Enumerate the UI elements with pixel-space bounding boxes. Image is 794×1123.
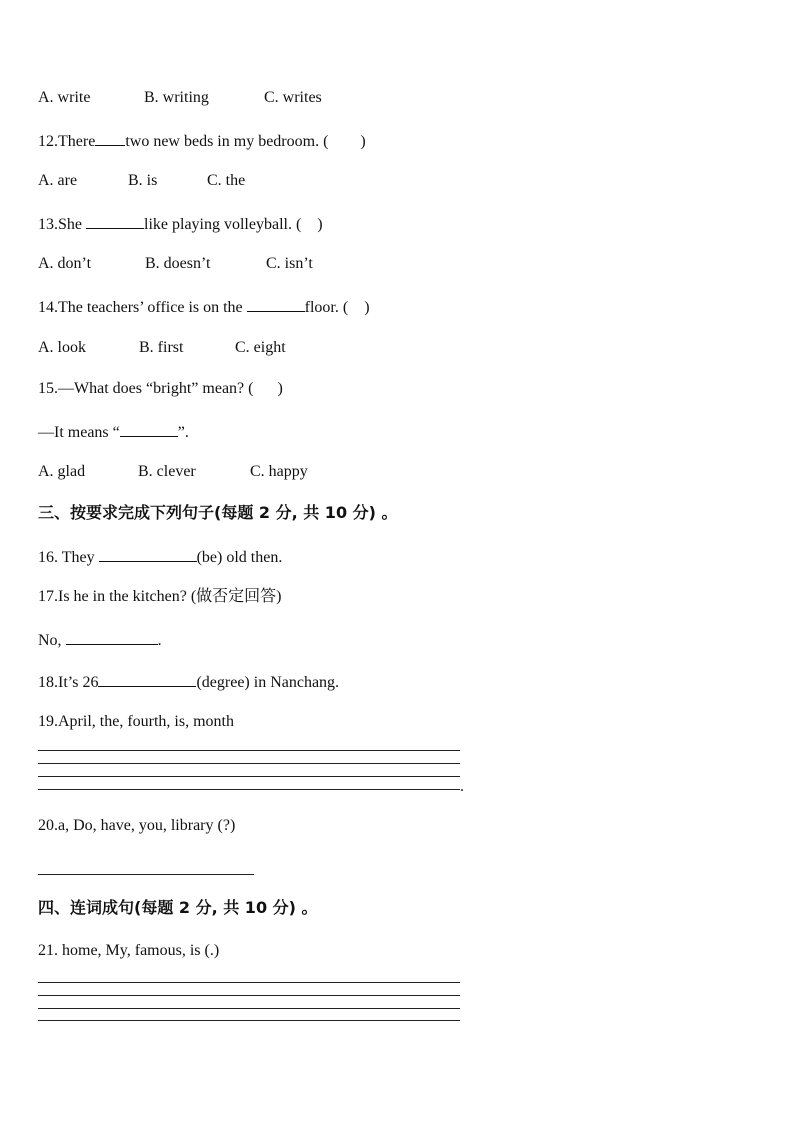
- q18-blank[interactable]: [98, 671, 196, 687]
- q15-question: 15.—What does “bright” mean? ( ): [38, 380, 283, 397]
- q13-option-b: B. doesn’t: [145, 255, 211, 272]
- q14-blank[interactable]: [247, 296, 305, 312]
- q16-text-pre: 16. They: [38, 549, 99, 566]
- q14-text-post: floor. ( ): [304, 299, 370, 316]
- q15-option-b: B. clever: [138, 463, 196, 480]
- q12-text-pre: 12.There: [38, 133, 96, 150]
- q17-question: 17.Is he in the kitchen? (做否定回答): [38, 588, 282, 605]
- q14-option-c: C. eight: [235, 339, 286, 356]
- q19-period: .: [460, 778, 464, 795]
- q13-text-post: like playing volleyball. ( ): [144, 216, 323, 233]
- q18-text-pre: 18.It’s 26: [38, 674, 99, 691]
- q15-blank[interactable]: [120, 421, 178, 437]
- q16-question: [38, 546, 282, 568]
- q19-question: 19.April, the, fourth, is, month: [38, 713, 234, 730]
- q12-question: [38, 130, 366, 152]
- section-3-heading: 三、按要求完成下列句子(每题 2 分, 共 10 分) 。: [38, 503, 398, 522]
- q19-answer-line-3[interactable]: [38, 776, 460, 777]
- q21-answer-line-2[interactable]: [38, 995, 460, 996]
- section-4-heading: 四、连词成句(每题 2 分, 共 10 分) 。: [38, 898, 318, 917]
- q12-option-c: C. the: [207, 172, 246, 189]
- q21-answer-line-4[interactable]: [38, 1020, 460, 1021]
- q12-blank[interactable]: [95, 130, 125, 146]
- q21-question: 21. home, My, famous, is (.): [38, 942, 220, 959]
- q15-option-c: C. happy: [250, 463, 308, 480]
- q13-option-a: A. don’t: [38, 255, 92, 272]
- q18-text-post: (degree) in Nanchang.: [196, 674, 340, 691]
- q14-option-a: A. look: [38, 339, 86, 356]
- q14-option-b: B. first: [139, 339, 184, 356]
- q20-answer-line[interactable]: [38, 874, 254, 875]
- q12-text-post: two new beds in my bedroom. ( ): [125, 133, 366, 150]
- q14-question: [38, 296, 370, 318]
- q13-option-c: C. isn’t: [266, 255, 313, 272]
- q21-answer-line-1[interactable]: [38, 982, 460, 983]
- q13-question: [38, 213, 323, 235]
- q17-blank[interactable]: [66, 629, 158, 645]
- q13-blank[interactable]: [86, 213, 144, 229]
- q19-answer-line-1[interactable]: [38, 750, 460, 751]
- q13-text-pre: 13.She: [38, 216, 86, 233]
- q18-question: [38, 671, 339, 693]
- q12-option-b: B. is: [128, 172, 158, 189]
- q11-option-a: A. write: [38, 89, 91, 106]
- q11-option-c: C. writes: [264, 89, 322, 106]
- q15-option-a: A. glad: [38, 463, 86, 480]
- q14-text-pre: 14.The teachers’ office is on the: [38, 299, 247, 316]
- q19-answer-line-4[interactable]: [38, 789, 460, 790]
- q17-answer-line: [38, 629, 162, 651]
- q20-question: 20.a, Do, have, you, library (?): [38, 817, 236, 834]
- q17-text-post: .: [157, 632, 162, 649]
- q19-answer-line-2[interactable]: [38, 763, 460, 764]
- q15-text-post: ”.: [177, 424, 189, 441]
- q15-answer-line: [38, 421, 189, 443]
- q11-option-b: B. writing: [144, 89, 209, 106]
- q21-answer-line-3[interactable]: [38, 1008, 460, 1009]
- q15-text-pre: —It means “: [38, 424, 120, 441]
- q16-text-post: (be) old then.: [196, 549, 283, 566]
- q12-option-a: A. are: [38, 172, 78, 189]
- q17-text-pre: No,: [38, 632, 66, 649]
- q16-blank[interactable]: [99, 546, 197, 562]
